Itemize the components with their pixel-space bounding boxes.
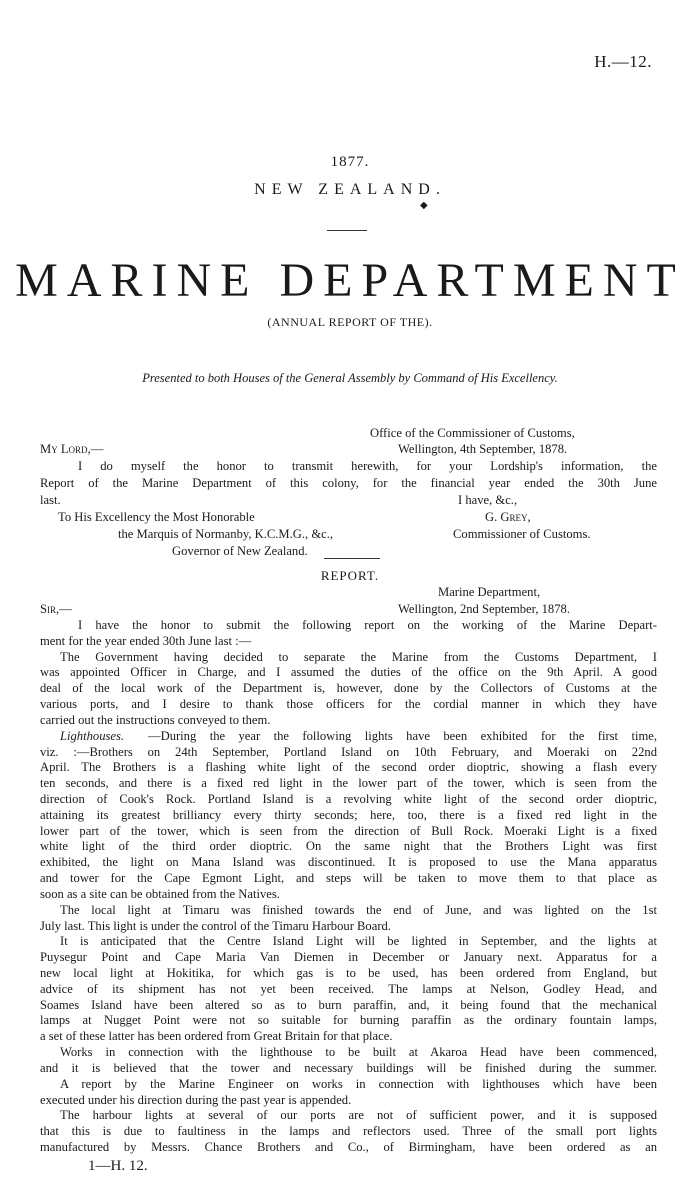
letter-office-line: Office of the Commissioner of Customs, [370, 426, 575, 440]
presentation-note: Presented to both Houses of the General Assembly by Command of His Excellency. [142, 371, 558, 385]
report-line: July last. This light is under the control of the Timaru Harbour Board. [40, 918, 391, 933]
divider-rule [324, 558, 380, 559]
ornament-dot-icon: ◆ [420, 200, 428, 211]
letter-addressee: Governor of New Zealand. [172, 544, 308, 558]
report-line: —During the year the following lights have been exhibited for the first time, [148, 728, 657, 743]
letter-signature: G. Grey, [485, 510, 531, 524]
report-line: various ports, and I desire to thank those officers for the cordial manner in which they have [40, 697, 657, 712]
report-heading: REPORT. [320, 568, 380, 583]
report-line: April. The Brothers is a flashing white light of the second order dioptric, showing a flash every [40, 760, 657, 775]
report-line: Soames Island have been altered so as to burn paraffin, and, it being found that the mechanical [40, 997, 657, 1012]
report-line: deal of the local work of the Department is, however, done by the Collectors of Customs at the [40, 681, 657, 696]
report-line: new local light at Hokitika, for which gas is to be used, has been ordered from England, but [40, 966, 657, 980]
report-line: ten seconds, and there is a fixed red light in the lower part of the tower, which is seen from the [40, 776, 657, 791]
document-title: MARINE DEPARTMENT [15, 254, 685, 307]
letter-signatory-title: Commissioner of Customs. [453, 527, 591, 541]
letter-place-date: Wellington, 4th September, 1878. [398, 442, 568, 456]
report-line: Works in connection with the lighthouse to be built at Akaroa Head have been commenced, [60, 1045, 657, 1060]
report-line: carried out the instructions conveyed to them. [40, 712, 271, 727]
report-line: exhibited, the light on Mana Island was discontinued. It is proposed to use the Mana apparatus [40, 855, 657, 870]
paper-reference: H.—12. [594, 52, 652, 71]
report-salutation: Sir,— [40, 602, 72, 616]
report-line: The local light at Timaru was finished towards the end of June, and was lighted on the 1st [60, 902, 657, 917]
report-line: executed under his direction during the past year is appended. [40, 1092, 352, 1107]
report-line: a set of these latter has been ordered from Great Britain for that place. [40, 1029, 393, 1044]
report-line: ment for the year ended 30th June last :— [40, 633, 252, 648]
report-line: manufactured by Messrs. Chance Brothers and Co., of Birmingham, have been ordered as an [40, 1140, 657, 1154]
letter-body-line: I do myself the honor to transmit herewith, for your Lordship's information, the [78, 459, 657, 473]
year: 1877. [330, 154, 370, 170]
report-line: A report by the Marine Engineer on works in connection with lighthouses which have been [60, 1076, 657, 1091]
report-line: It is anticipated that the Centre Island Light will be lighted in September, and the lights at [60, 934, 657, 949]
report-line: soon as a site can be obtained from the Natives. [40, 886, 280, 901]
report-line: Puysegur Point and Cape Maria Van Diemen in December or January next. Apparatus for a [40, 950, 657, 965]
report-line: was appointed Officer in Charge, and I assumed the duties of the office on the 9th April. A good [40, 665, 657, 680]
report-line: and tower for the Cape Egmont Light, and steps will be taken to move them to that place as [40, 871, 657, 886]
report-line: advice of its shipment has not yet been received. The lamps at Nelson, Godley Head, and [40, 981, 657, 996]
report-line: and it is believed that the tower and necessary buildings will be finished during the summer. [40, 1060, 657, 1075]
report-line: viz. :—Brothers on 24th September, Portland Island on 10th February, and Moeraki on 22nd [40, 744, 657, 759]
report-line: white light of the third order dioptric. On the same night that the Brothers Light was first [40, 839, 657, 854]
letter-closing: I have, &c., [458, 493, 518, 507]
document-subtitle: (ANNUAL REPORT OF THE). [267, 315, 433, 329]
report-line: The Government having decided to separate the Marine from the Customs Department, I [60, 649, 657, 664]
signature-mark: 1—H. 12. [88, 1157, 148, 1174]
report-line: lower part of the tower, which is seen from the direction of Bull Rock. Moeraki Light is a fixed [40, 823, 657, 838]
report-line: The harbour lights at several of our ports are not of sufficient power, and it is supposed [60, 1108, 657, 1123]
country-heading: NEW ZEALAND. [254, 181, 446, 198]
letter-salutation: My Lord,— [40, 442, 104, 456]
divider-rule [327, 230, 367, 231]
report-dept-line: Marine Department, [438, 585, 541, 599]
letter-addressee: To His Excellency the Most Honorable [58, 510, 255, 524]
report-line: attaining its greatest brilliancy every thirty seconds; here, too, there is a fixed red light in the [40, 807, 657, 822]
report-line: that this is due to faultiness in the lamps and reflectors used. Three of the small port lights [40, 1124, 657, 1139]
report-line: direction of Cook's Rock. Portland Island is a revolving white light of the second order dioptric, [40, 792, 657, 806]
letter-body-line: Report of the Marine Department of this colony, for the financial year ended the 30th June [40, 476, 657, 490]
report-line: lamps at Nugget Point were not so suitable for burning paraffin as the ordinary fountain lamps, [40, 1013, 657, 1028]
report-line: I have the honor to submit the following report on the working of the Marine Depart- [78, 618, 657, 632]
letter-body-line: last. [40, 493, 61, 507]
section-heading-lighthouses: Lighthouses. [60, 728, 125, 743]
letter-addressee: the Marquis of Normanby, K.C.M.G., &c., [118, 527, 333, 541]
report-place-date: Wellington, 2nd September, 1878. [398, 602, 570, 616]
